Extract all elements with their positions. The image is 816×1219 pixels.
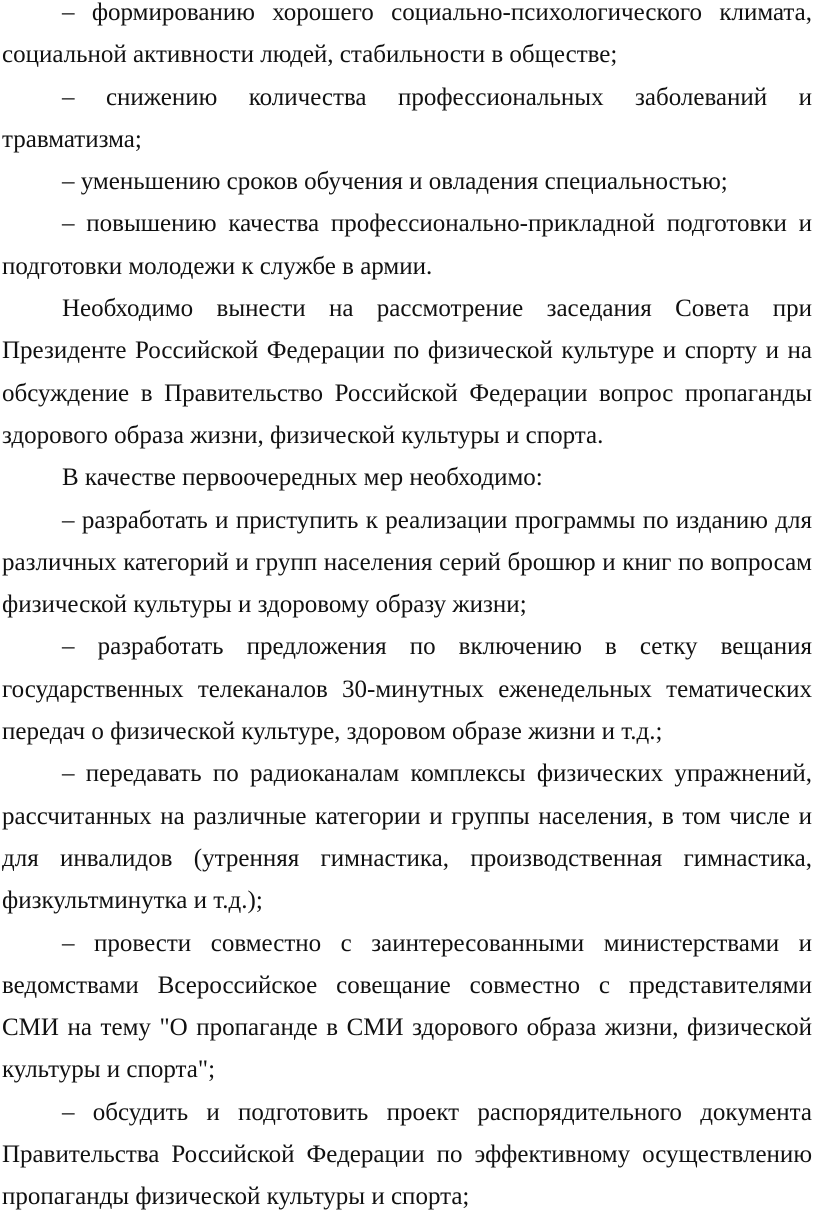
paragraph-government-document: – обсудить и подготовить проект распорядительного документа Правительства Российской Федерации по эффективному осуществлению пропаганды физической культуры и спорта;: [2, 1098, 812, 1211]
paragraph-climate: – формированию хорошего социально-психологического климата, социальной активности людей, стабильности в обществе;: [2, 0, 812, 69]
paragraph-media-conference: – провести совместно с заинтересованными министерствами и ведомствами Всероссийское совещание совместно с представителями СМИ на тему "О пропаганде в СМИ здорового образа жизни, физической культуры и спорта";: [2, 929, 812, 1084]
paragraph-radio-exercises: – передавать по радиоканалам комплексы физических упражнений, рассчитанных на различные категории и группы населения, в том числе и для инвалидов (утренняя гимнастика, производственная гимнастика, физкультминутка и т.д.);: [2, 760, 812, 915]
paragraph-tv-broadcasts: – разработать предложения по включению в сетку вещания государственных телеканалов 30-минутных еженедельных тематических передач о физической культуре, здоровом образе жизни и т.д.;: [2, 633, 812, 746]
paragraph-training-time: – уменьшению сроков обучения и овладения специальностью;: [62, 168, 728, 196]
paragraph-illness-reduction: – снижению количества профессиональных заболеваний и травматизма;: [2, 83, 812, 153]
paragraph-council-proposal: Необходимо вынести на рассмотрение заседания Совета при Президенте Российской Федерации по физической культуре и спорту и на обсуждение в Правительство Российской Федерации вопрос пропаганды здорового образа жизни, физической культуры и спорта.: [2, 295, 812, 449]
paragraph-brochure-program: – разработать и приступить к реализации программы по изданию для различных категорий и групп населения серий брошюр и книг по вопросам физической культуры и здоровому образу жизни;: [2, 506, 812, 619]
paragraph-priority-measures: В качестве первоочередных мер необходимо:: [62, 464, 543, 492]
paragraph-army-preparation: – повышению качества профессионально-прикладной подготовки и подготовки молодежи к службе в армии.: [2, 210, 812, 280]
